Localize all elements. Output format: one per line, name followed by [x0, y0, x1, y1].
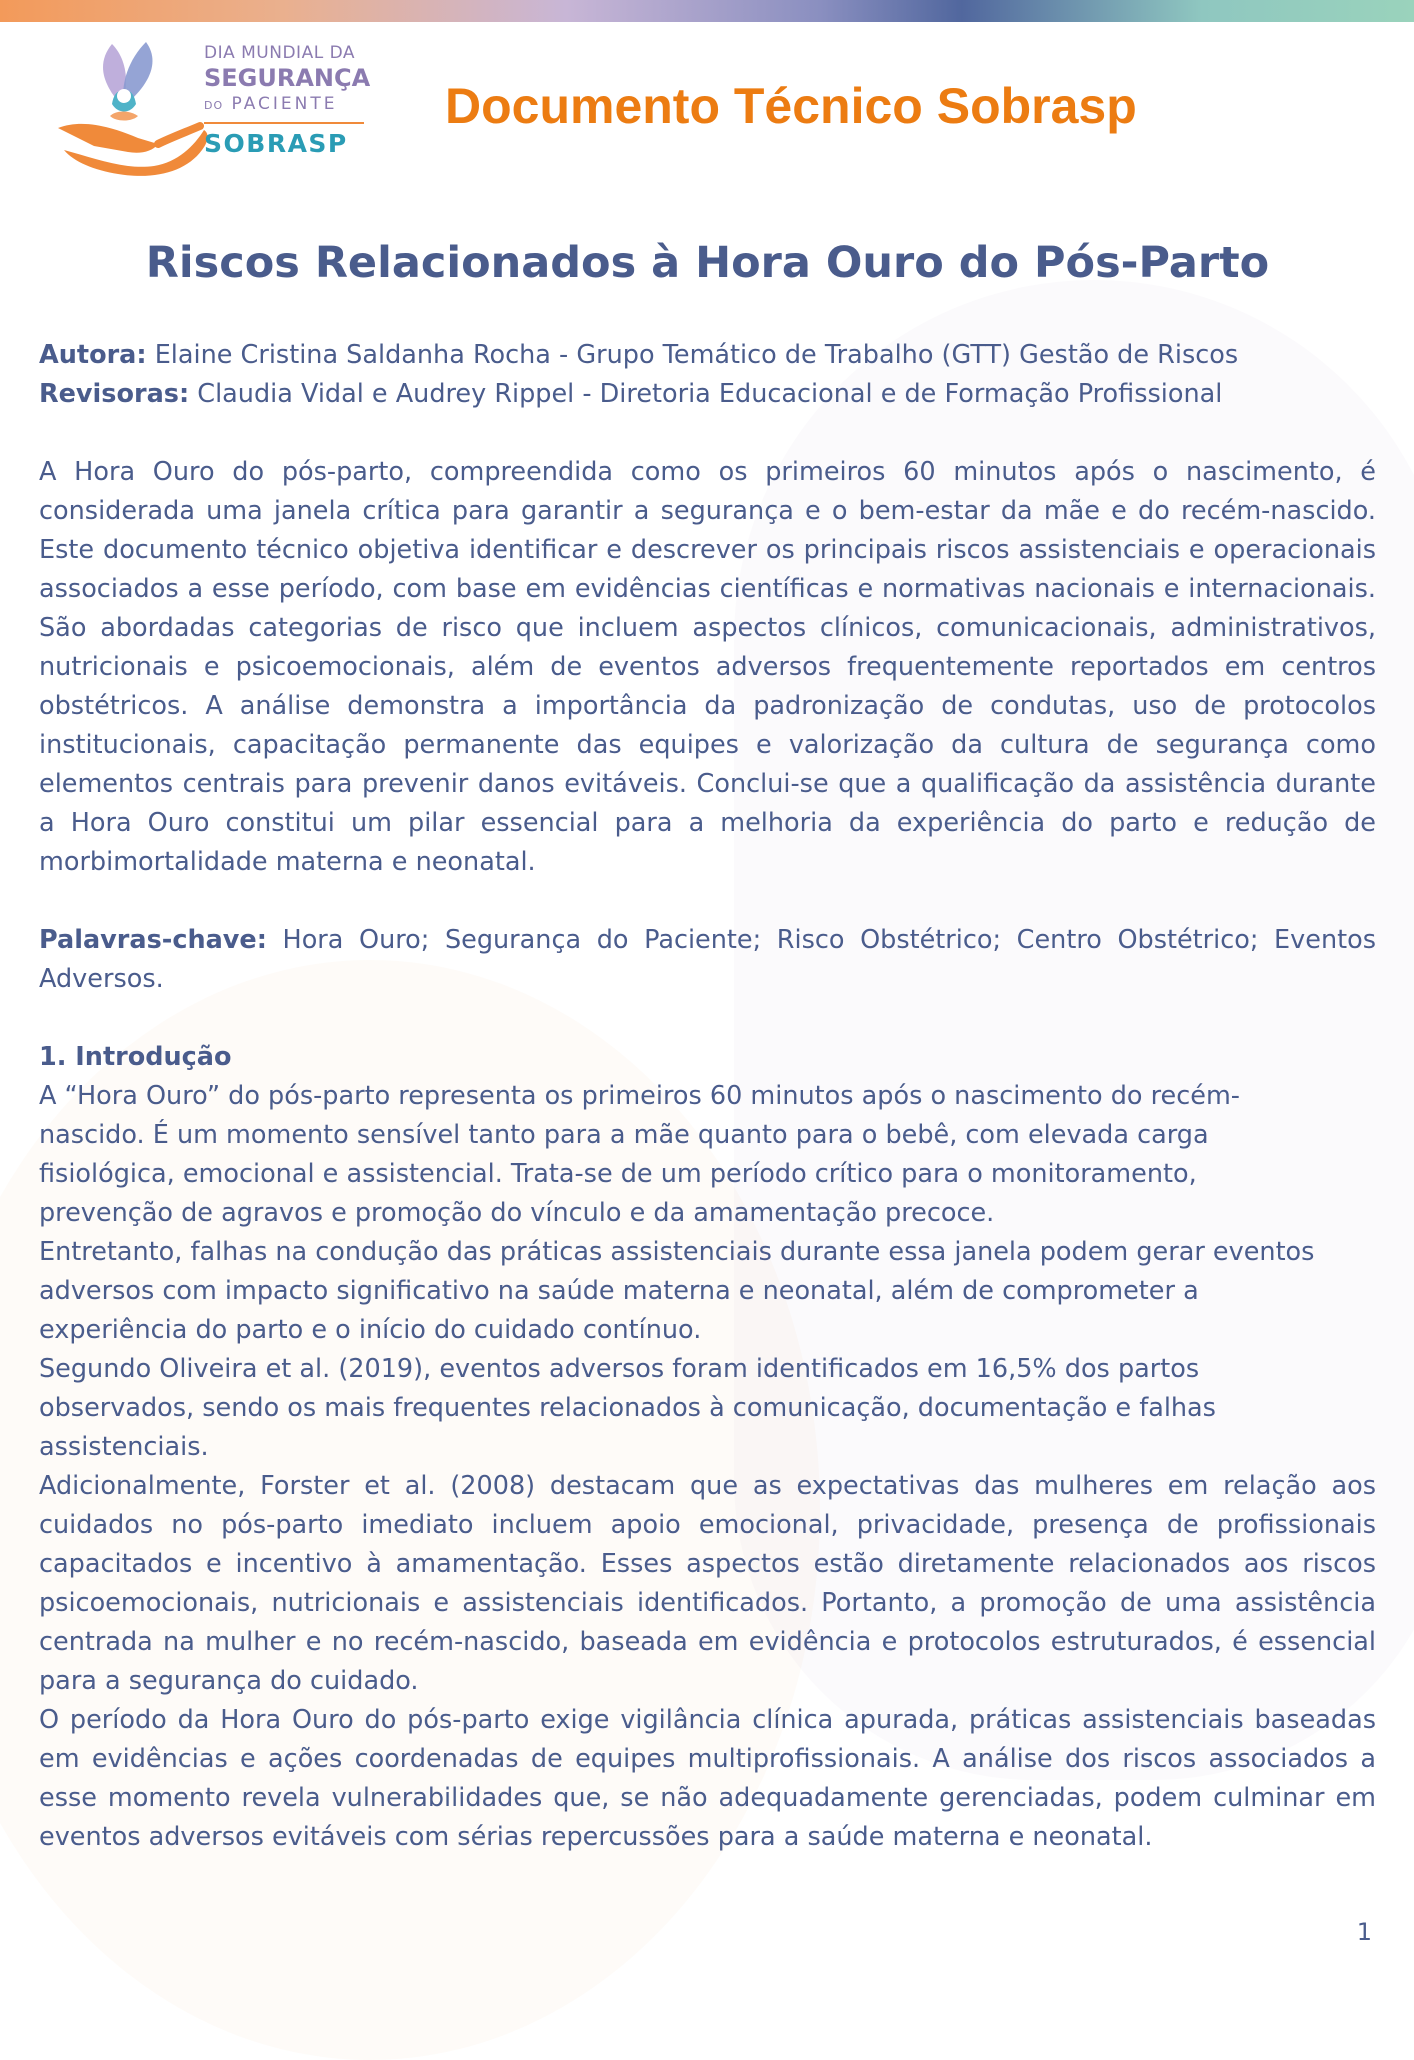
logo	[54, 38, 374, 178]
document-type-heading: Documento Técnico Sobrasp	[445, 78, 1137, 134]
logo-line-3-small: DO	[204, 99, 224, 112]
reviewers-label: Revisoras:	[39, 379, 190, 409]
logo-line-3-main: PACIENTE	[231, 94, 338, 114]
intro-paragraph-1	[39, 1077, 1376, 1233]
author-value: Elaine Cristina Saldanha Rocha - Grupo Temático de Trabalho (GTT) Gestão de Riscos	[154, 340, 1239, 370]
logo-line-4: SOBRASP	[204, 129, 348, 158]
keywords-value: Hora Ouro; Segurança do Paciente; Risco Obstétrico; Centro Obstétrico; Eventos Adversos.	[39, 925, 1376, 994]
keywords-line	[39, 921, 1376, 999]
top-gradient-bar	[0, 0, 1414, 22]
intro-p1-line: nascido. É um momento sensível tanto para a mãe quanto para o bebê, com elevada carga	[39, 1120, 1209, 1150]
intro-p1-line: fisiológica, emocional e assistencial. Trata-se de um período crítico para o monitoramento,	[39, 1159, 1197, 1189]
logo-divider	[204, 122, 364, 124]
author-label: Autora:	[39, 340, 147, 370]
section-heading-introduction: 1. Introdução	[39, 1042, 232, 1072]
intro-p1-line: A “Hora Ouro” do pós-parto representa os primeiros 60 minutos após o nascimento do recém-	[39, 1081, 1240, 1111]
reviewers-line	[39, 375, 1376, 414]
reviewers-value: Claudia Vidal e Audrey Rippel - Diretoria Educacional e de Formação Profissional	[197, 379, 1223, 409]
keywords-label: Palavras-chave:	[39, 925, 267, 955]
intro-p1-line: prevenção de agravos e promoção do vínculo e da amamentação precoce.	[39, 1198, 995, 1228]
logo-line-3	[204, 92, 384, 118]
page-title: Riscos Relacionados à Hora Ouro do Pós-Parto	[145, 238, 1270, 288]
intro-p3-line: assistenciais.	[39, 1432, 209, 1462]
document-body	[39, 228, 1376, 1857]
intro-p2-line: experiência do parto e o início do cuidado contínuo.	[39, 1315, 702, 1345]
intro-p3-line: Segundo Oliveira et al. (2019), eventos adversos foram identificados em 16,5% dos partos	[39, 1354, 1200, 1384]
intro-paragraph-5: O período da Hora Ouro do pós-parto exige vigilância clínica apurada, práticas assistenciais baseadas em evidências e ações coordenadas de equipes multiprofissionais. A análise dos riscos associados a esse momento revela vulnerabilidades que, se não adequadamente gerenciadas, podem culminar em eventos adversos evitáveis com sérias repercussões para a saúde materna e neonatal.	[39, 1705, 1376, 1852]
intro-paragraph-4: Adicionalmente, Forster et al. (2008) destacam que as expectativas das mulheres em relação aos cuidados no pós-parto imediato incluem apoio emocional, privacidade, presença de profissionais capacitados e incentivo à amamentação. Esses aspectos estão diretamente relacionados aos riscos psicoemocionais, nutricionais e assistenciais identificados. Portanto, a promoção de uma assistência centrada na mulher e no recém-nascido, baseada em evidência e protocolos estruturados, é essencial para a segurança do cuidado.	[39, 1471, 1376, 1696]
intro-paragraph-3	[39, 1350, 1376, 1467]
page-number: 1	[1356, 1918, 1372, 1946]
abstract-paragraph: A Hora Ouro do pós-parto, compreendida como os primeiros 60 minutos após o nascimento, é considerada uma janela crítica para garantir a segurança e o bem-estar da mãe e do recém-nascido. Este documento técnico objetiva identificar e descrever os principais riscos assistenciais e operacionais associados a esse período, com base em evidências científicas e normativas nacionais e internacionais. São abordadas categorias de risco que incluem aspectos clínicos, comunicacionais, administrativos, nutricionais e psicoemocionais, além de eventos adversos frequentemente reportados em centros obstétricos. A análise demonstra a importância da padronização de condutas, uso de protocolos institucionais, capacitação permanente das equipes e valorização da cultura de segurança como elementos centrais para prevenir danos evitáveis. Conclui-se que a qualificação da assistência durante a Hora Ouro constitui um pilar essencial para a melhoria da experiência do parto e redução de morbimortalidade materna e neonatal.	[39, 457, 1376, 877]
logo-line-2: SEGURANÇA	[204, 64, 371, 92]
author-line	[39, 336, 1376, 375]
intro-paragraph-2	[39, 1233, 1376, 1350]
logo-emblem-icon	[54, 38, 214, 178]
intro-p3-line: observados, sendo os mais frequentes relacionados à comunicação, documentação e falhas	[39, 1393, 1216, 1423]
logo-line-1: DIA MUNDIAL DA	[204, 43, 355, 63]
intro-p2-line: Entretanto, falhas na condução das práticas assistenciais durante essa janela podem gerar eventos	[39, 1237, 1315, 1267]
intro-p2-line: adversos com impacto significativo na saúde materna e neonatal, além de comprometer a	[39, 1276, 1199, 1306]
